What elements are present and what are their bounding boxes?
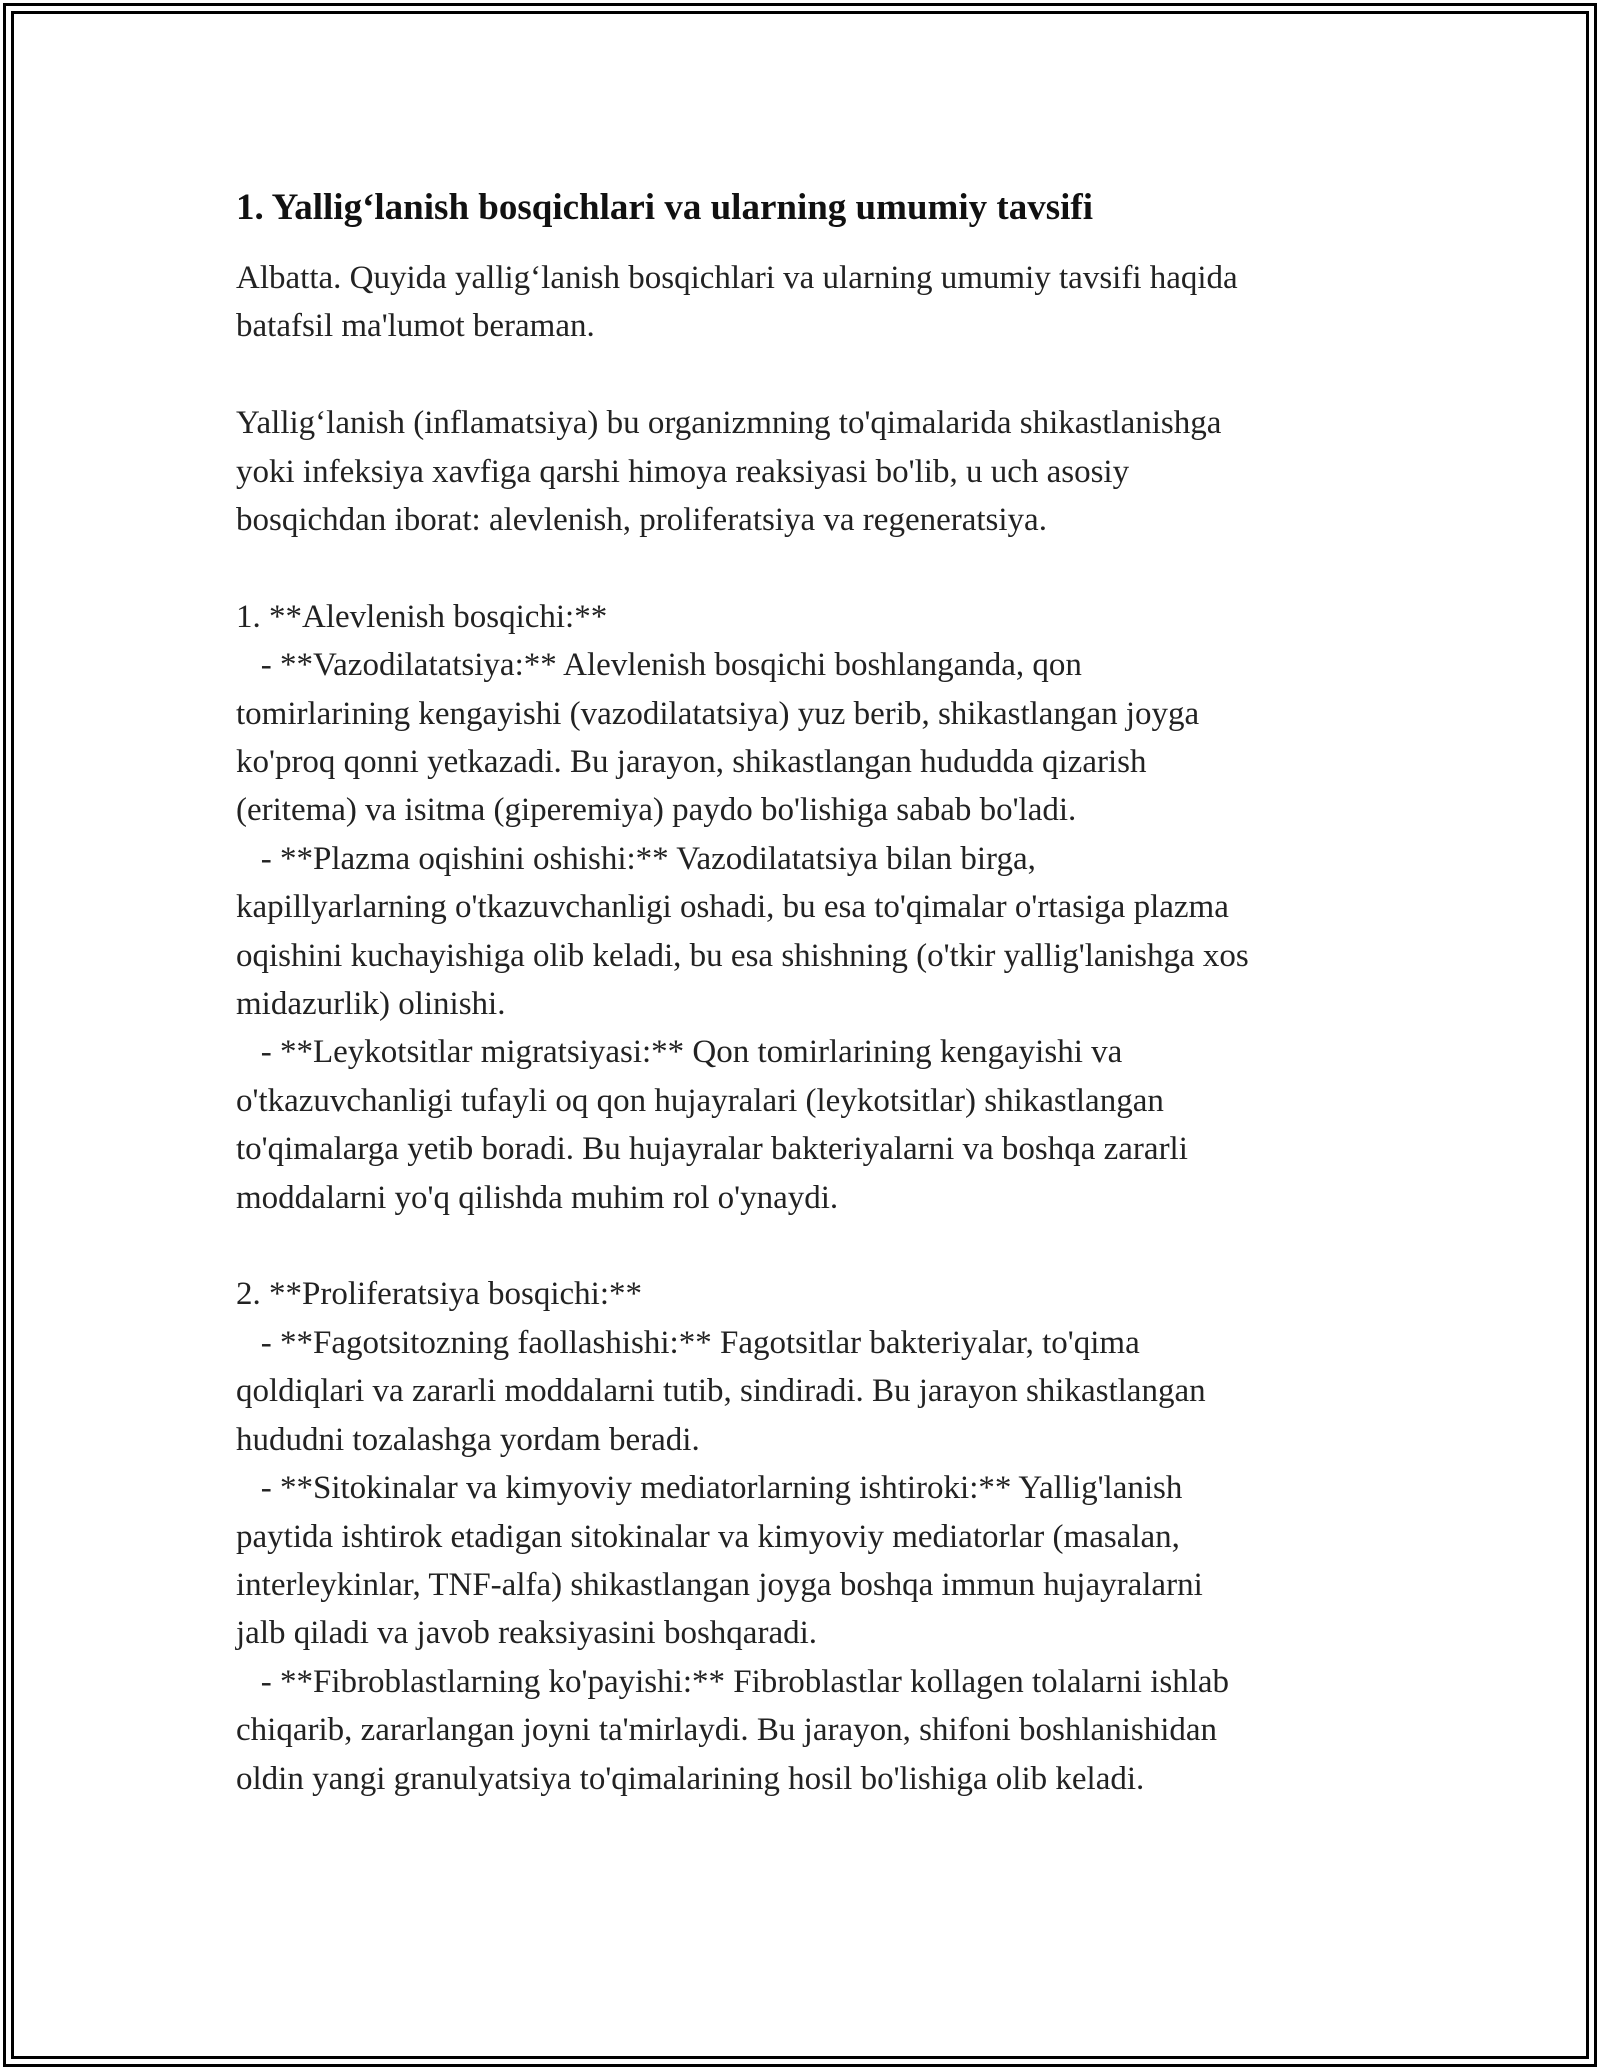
- text-line: oqishini kuchayishiga olib keladi, bu esa shishning (o'tkir yallig'lanishga xos: [236, 937, 1249, 974]
- document-body: [236, 186, 1416, 1803]
- text-line: qoldiqlari va zararli moddalarni tutib, sindiradi. Bu jarayon shikastlangan: [236, 1373, 1206, 1410]
- text-line: - **Fagotsitozning faollashishi:** Fagotsitlar bakteriyalar, to'qima: [236, 1324, 1140, 1361]
- text-line: jalb qiladi va javob reaksiyasini boshqaradi.: [236, 1615, 818, 1652]
- definition-paragraph: [236, 399, 1416, 544]
- paragraph-gap: [236, 544, 1416, 592]
- paragraph-gap: [236, 351, 1416, 399]
- text-line: - **Leykotsitlar migratsiyasi:** Qon tomirlarining kengayishi va: [236, 1034, 1123, 1071]
- text-line: - **Sitokinalar va kimyoviy mediatorlarning ishtiroki:** Yallig'lanish: [236, 1470, 1183, 1507]
- stage-heading: 1. **Alevlenish bosqichi:**: [236, 598, 608, 635]
- text-line: tomirlarining kengayishi (vazodilatatsiya) yuz berib, shikastlangan joyga: [236, 695, 1200, 732]
- text-line: - **Vazodilatatsiya:** Alevlenish bosqichi boshlanganda, qon: [236, 647, 1082, 684]
- text-line: Yallig‘lanish (inflamatsiya) bu organizmning to'qimalarida shikastlanishga: [236, 405, 1222, 442]
- text-line: Albatta. Quyida yallig‘lanish bosqichlari va ularning umumiy tavsifi haqida: [236, 260, 1238, 296]
- text-line: moddalarni yo'q qilishda muhim rol o'ynaydi.: [236, 1179, 839, 1216]
- text-line: - **Plazma oqishini oshishi:** Vazodilatatsiya bilan birga,: [236, 840, 1036, 877]
- stage-1-section: [236, 593, 1416, 1222]
- stage-2-section: [236, 1270, 1416, 1802]
- text-line: paytida ishtirok etadigan sitokinalar va kimyoviy mediatorlar (masalan,: [236, 1518, 1180, 1555]
- text-line: bosqichdan iborat: alevlenish, proliferatsiya va regeneratsiya.: [236, 502, 1047, 539]
- text-line: oldin yangi granulyatsiya to'qimalarining hosil bo'lishiga olib keladi.: [236, 1760, 1145, 1797]
- paragraph-gap: [236, 1222, 1416, 1270]
- text-line: batafsil ma'lumot beraman.: [236, 308, 595, 345]
- text-line: to'qimalarga yetib boradi. Bu hujayralar bakteriyalarni va boshqa zararli: [236, 1131, 1188, 1168]
- text-line: (eritema) va isitma (giperemiya) paydo bo'lishiga sabab bo'ladi.: [236, 792, 1077, 829]
- text-line: yoki infeksiya xavfiga qarshi himoya reaksiyasi bo'lib, u uch asosiy: [236, 453, 1130, 490]
- text-line: o'tkazuvchanligi tufayli oq qon hujayralari (leykotsitlar) shikastlangan: [236, 1082, 1164, 1119]
- stage-heading: 2. **Proliferatsiya bosqichi:**: [236, 1276, 643, 1313]
- text-line: kapillyarlarning o'tkazuvchanligi oshadi, bu esa to'qimalar o'rtasiga plazma: [236, 889, 1229, 926]
- text-line: interleykinlar, TNF-alfa) shikastlangan joyga boshqa immun hujayralarni: [236, 1566, 1203, 1603]
- text-line: chiqarib, zararlangan joyni ta'mirlaydi. Bu jarayon, shifoni boshlanishidan: [236, 1712, 1218, 1749]
- text-line: hududni tozalashga yordam beradi.: [236, 1421, 700, 1458]
- intro-paragraph: [236, 254, 1416, 351]
- document-text: [236, 254, 1416, 1803]
- text-line: - **Fibroblastlarning ko'payishi:** Fibroblastlar kollagen tolalarni ishlab: [236, 1663, 1230, 1700]
- text-line: midazurlik) olinishi.: [236, 986, 506, 1023]
- document-title: 1. Yallig‘lanish bosqichlari va ularning umumiy tavsifi: [236, 187, 1093, 228]
- text-line: ko'proq qonni yetkazadi. Bu jarayon, shikastlangan hududda qizarish: [236, 744, 1147, 781]
